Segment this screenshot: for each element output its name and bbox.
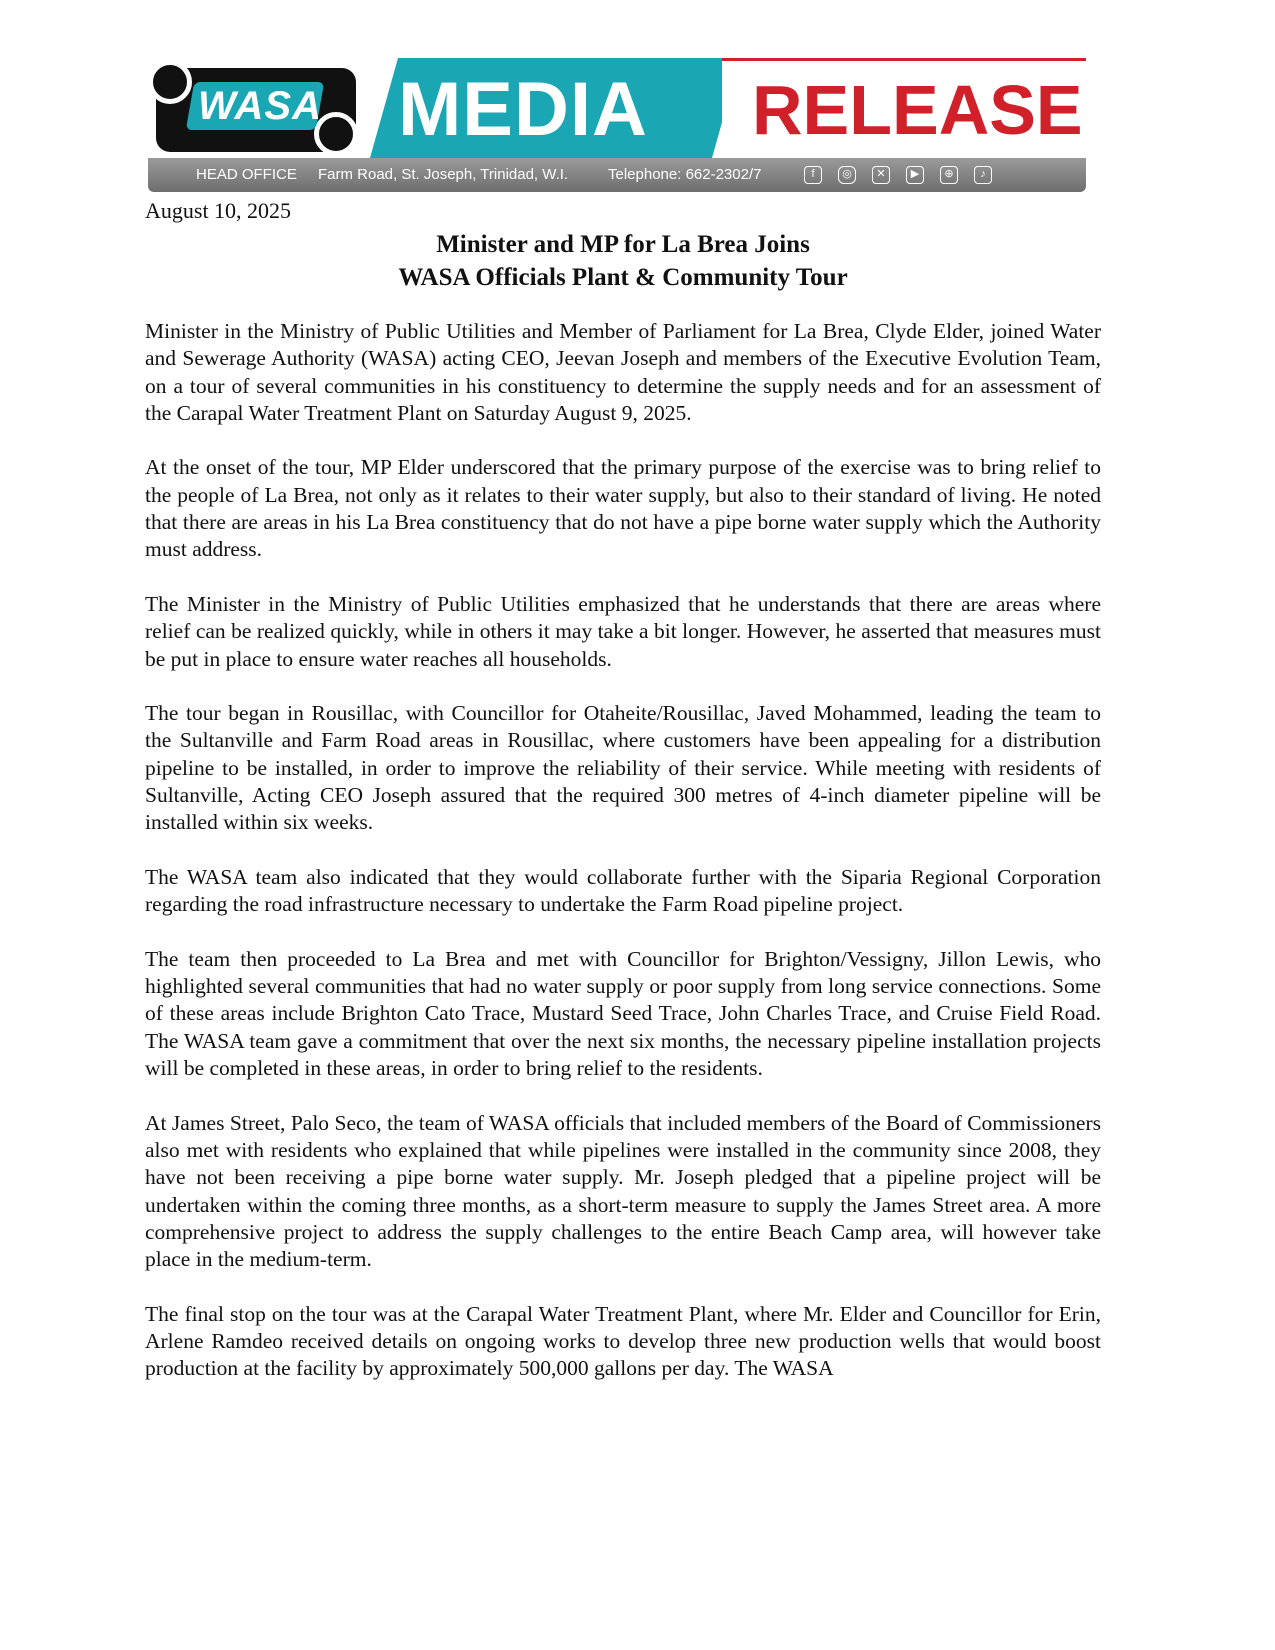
- headline: [145, 228, 1101, 294]
- address: Farm Road, St. Joseph, Trinidad, W.I.: [318, 166, 569, 183]
- body-text: [145, 318, 1101, 1410]
- paragraph: The final stop on the tour was at the Carapal Water Treatment Plant, where Mr. Elder and Councillor for Erin, Arlene Ramdeo received details on ongoing works to develop three new production wells that would boost production at the facility by approximately 500,000 gallons per day. The WASA: [145, 1301, 1101, 1381]
- website-icon[interactable]: ⊕: [940, 166, 958, 184]
- media-release-banner: [148, 58, 1086, 198]
- facebook-icon[interactable]: f: [804, 166, 822, 184]
- contact-bar: [148, 158, 1086, 192]
- paragraph: At James Street, Palo Seco, the team of WASA officials that included members of the Board of Commissioners also met with residents who explained that while pipelines were installed in the community since 2008, they have not been receiving a pipe borne water supply. Mr. Joseph pledged that a pipeline project will be undertaken within the coming three months, as a short-term measure to supply the James Street area. A more comprehensive project to address the supply challenges to the entire Beach Camp area, will however take place in the medium-term.: [145, 1110, 1101, 1272]
- instagram-icon[interactable]: ◎: [838, 166, 856, 184]
- paragraph: The tour began in Rousillac, with Councillor for Otaheite/Rousillac, Javed Mohammed, leading the team to the Sultanville and Farm Road areas in Rousillac, where customers have been appealing for a distribution pipeline to be installed, in order to improve the reliability of their service. While meeting with residents of Sultanville, Acting CEO Joseph assured that the required 300 metres of 4-inch diameter pipeline will be installed within six weeks.: [145, 701, 1101, 835]
- office-label: HEAD OFFICE: [196, 166, 297, 183]
- youtube-icon[interactable]: ▶: [906, 166, 924, 184]
- paragraph: Minister in the Ministry of Public Utilities and Member of Parliament for La Brea, Clyde Elder, joined Water and Sewerage Authority (WASA) acting CEO, Jeevan Joseph and members of the Executive Evolution Team, on a tour of several communities in his constituency to determine the supply needs and for an assessment of the Carapal Water Treatment Plant on Saturday August 9, 2025.: [145, 319, 1101, 425]
- logo-pipe-end-top: [148, 60, 192, 104]
- release-label: RELEASE: [752, 71, 1083, 149]
- headline-line-2: WASA Officials Plant & Community Tour: [398, 264, 848, 291]
- release-date: August 10, 2025: [145, 198, 292, 223]
- paragraph: At the onset of the tour, MP Elder underscored that the primary purpose of the exercise was to bring relief to the people of La Brea, not only as it relates to their water supply, but also to their standard of living. He noted that there are areas in his La Brea constituency that do not have a pipe borne water supply which the Authority must address.: [145, 455, 1101, 562]
- telephone: Telephone: 662-2302/7: [608, 166, 762, 183]
- media-label: MEDIA: [398, 67, 648, 152]
- x-icon[interactable]: ✕: [872, 166, 890, 184]
- wasa-logo: [148, 58, 363, 158]
- banner-top: [148, 58, 1086, 158]
- paragraph: The team then proceeded to La Brea and met with Councillor for Brighton/Vessigny, Jillon Lewis, who highlighted several communities that had no water supply or poor supply from long service connections. Some of these areas include Brighton Cato Trace, Mustard Seed Trace, John Charles Trace, and Cruise Field Road. The WASA team gave a commitment that over the next six months, the necessary pipeline installation projects will be completed in these areas, in order to bring relief to the residents.: [145, 946, 1101, 1081]
- paragraph: The WASA team also indicated that they would collaborate further with the Siparia Regional Corporation regarding the road infrastructure necessary to undertake the Farm Road pipeline project.: [145, 864, 1101, 917]
- headline-line-1: Minister and MP for La Brea Joins: [436, 231, 810, 258]
- tiktok-icon[interactable]: ♪: [974, 166, 992, 184]
- paragraph: The Minister in the Ministry of Public Utilities emphasized that he understands that there are areas where relief can be realized quickly, while in others it may take a bit longer. However, he asserted that measures must be put in place to ensure water reaches all households.: [145, 591, 1101, 671]
- logo-text: WASA: [198, 84, 322, 128]
